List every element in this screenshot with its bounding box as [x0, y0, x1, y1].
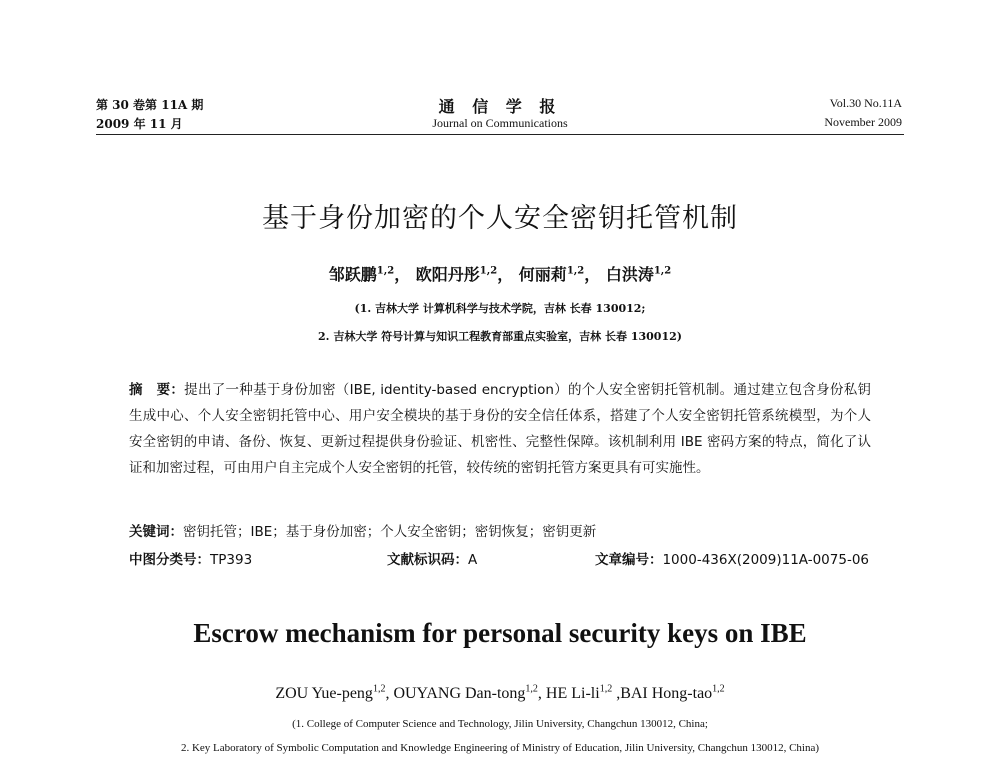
journal-name-cn: 通 信 学 报: [438, 97, 562, 116]
paper-title-en: Escrow mechanism for personal security keys on IBE: [193, 618, 807, 648]
keywords-text: 密钥托管；IBE；基于身份加密；个人安全密钥；密钥恢复；密钥更新: [183, 524, 597, 540]
author-cn: 何丽莉$^{1,2}$，: [518, 265, 601, 284]
author-cn: 欧阳丹彤$^{1,2}$，: [415, 265, 514, 284]
author-list-cn: [100, 262, 900, 285]
abstract-text: 提出了一种基于身份加密（IBE, identity-based encryption）的个人安全密钥托管机制。通过建立包含身份私钥生成中心、个人安全密钥托管中心、用户安全模块的基于身份的安全信任体系，搭建了个人安全密钥托管系统模型，为个人安全密钥的申请、备份、恢复、更新过程提供身份验证、机密性、完整性保障。该机制利用 IBE 密码方案的特点，简化了认证和加密过程，可由用户自主完成个人安全密钥的托管，较传统的密钥托管方案更具有可实施性。: [129, 382, 872, 476]
journal-name-en: Journal on Communications: [432, 116, 568, 130]
clc-number: 中图分类号：TP393: [129, 552, 253, 568]
abstract-label: 摘 要：: [129, 382, 185, 398]
affiliation-en-2: 2. Key Laboratory of Symbolic Computation and Knowledge Engineering of Ministry of Education, Jilin University, Changchun 130012, China): [180, 742, 820, 754]
abstract-cn: [129, 377, 871, 481]
affiliation-cn-2: 2. 吉林大学 符号计算与知识工程教育部重点实验室，吉林 长春 130012): [318, 330, 682, 343]
author-en: ZOU Yue-peng$^{1,2}$,: [275, 684, 394, 703]
date-en: November 2009: [824, 115, 902, 129]
affiliation-cn-1: (1. 吉林大学 计算机科学与技术学院，吉林 长春 130012;: [354, 302, 646, 315]
author-list-en: [100, 684, 900, 703]
document-code: 文献标识码：A: [387, 552, 478, 568]
volume-issue-en: Vol.30 No.11A: [829, 96, 902, 110]
date-cn: 2009 年 11 月: [96, 117, 183, 131]
author-en: OUYANG Dan-tong$^{1,2}$,: [393, 684, 546, 703]
keywords-label: 关键词：: [129, 524, 183, 540]
article-number: 文章编号：1000-436X(2009)11A-0075-06: [594, 552, 869, 568]
volume-issue-cn: 第 30 卷第 11A 期: [96, 98, 204, 112]
paper-title-cn: 基于身份加密的个人安全密钥托管机制: [262, 203, 738, 234]
author-en: HE Li-li$^{1,2}$ ,: [545, 684, 621, 703]
author-cn: 邹跃鹏$^{1,2}$，: [328, 265, 411, 284]
keywords-cn: [129, 520, 596, 540]
author-en: BAI Hong-tao$^{1,2}$: [620, 684, 725, 703]
author-cn: 白洪涛$^{1,2}$: [605, 265, 672, 284]
header-rule: [96, 134, 904, 135]
affiliation-en-1: (1. College of Computer Science and Technology, Jilin University, Changchun 130012, China;: [292, 718, 708, 730]
